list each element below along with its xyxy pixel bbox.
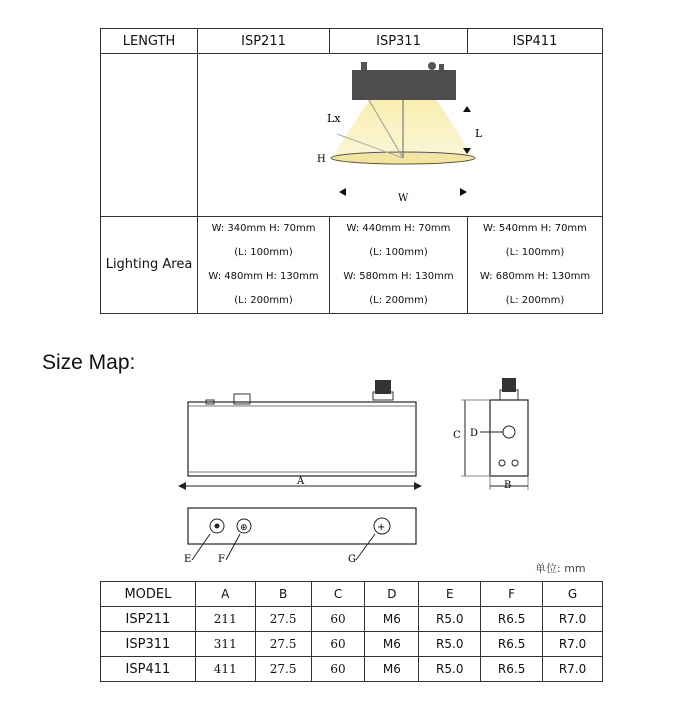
header-cell: G <box>543 582 603 607</box>
h-label: H <box>316 154 326 165</box>
dim-c-label: C <box>453 430 461 441</box>
table-cell: M6 <box>365 657 419 682</box>
model-header: ISP311 <box>330 29 468 54</box>
table-cell: M6 <box>365 632 419 657</box>
header-cell: E <box>419 582 481 607</box>
table-cell: 311 <box>195 632 255 657</box>
l-label: L <box>474 127 482 140</box>
lighting-area-isp311: W: 440mm H: 70mm (L: 100mm) W: 580mm H: 130mm (L: 200mm) <box>330 217 468 314</box>
side-view <box>453 378 528 491</box>
table-row <box>101 607 603 632</box>
bottom-view <box>184 508 416 565</box>
diagram-row <box>101 54 603 217</box>
empty-cell <box>101 54 198 217</box>
lx-label: Lx <box>326 112 341 125</box>
dim-a-label: A <box>297 476 305 487</box>
unit-label: 单位: mm <box>535 562 586 575</box>
table-cell: 27.5 <box>255 657 311 682</box>
model-cell: ISP411 <box>101 657 196 682</box>
header-cell: MODEL <box>101 582 196 607</box>
lighting-diagram-cell <box>198 54 603 217</box>
w-label: W <box>397 193 408 204</box>
lighting-area-isp411: W: 540mm H: 70mm (L: 100mm) W: 680mm H: 130mm (L: 200mm) <box>467 217 602 314</box>
table-cell: 411 <box>195 657 255 682</box>
lighting-area-isp211: W: 340mm H: 70mm (L: 100mm) W: 480mm H: 130mm (L: 200mm) <box>198 217 330 314</box>
table-cell: R6.5 <box>481 657 543 682</box>
lighting-diagram <box>199 54 602 212</box>
dimension-table <box>100 581 603 682</box>
dim-g-label: G <box>348 554 356 565</box>
table-cell: R7.0 <box>543 607 603 632</box>
table-cell: R6.5 <box>481 607 543 632</box>
model-header: ISP411 <box>467 29 602 54</box>
dim-b-label: B <box>504 480 512 491</box>
header-cell: D <box>365 582 419 607</box>
table-cell: 60 <box>311 657 365 682</box>
table-cell: 60 <box>311 632 365 657</box>
spec-header-row <box>101 29 603 54</box>
model-cell: ISP311 <box>101 632 196 657</box>
table-cell: R7.0 <box>543 632 603 657</box>
table-cell: R5.0 <box>419 632 481 657</box>
lighting-area-row <box>101 217 603 314</box>
table-header-row <box>101 582 603 607</box>
header-cell: A <box>195 582 255 607</box>
table-cell: R6.5 <box>481 632 543 657</box>
table-cell: R7.0 <box>543 657 603 682</box>
header-cell: F <box>481 582 543 607</box>
table-cell: 211 <box>195 607 255 632</box>
table-cell: R5.0 <box>419 657 481 682</box>
table-cell: R5.0 <box>419 607 481 632</box>
header-cell: B <box>255 582 311 607</box>
lighting-area-label: Lighting Area <box>101 217 198 314</box>
model-header: ISP211 <box>198 29 330 54</box>
lamp-body <box>352 70 456 100</box>
svg-text:⊕: ⊕ <box>240 523 248 533</box>
svg-text:+: + <box>377 522 386 533</box>
size-map-drawing <box>170 370 600 570</box>
front-view <box>178 380 422 490</box>
table-cell: 27.5 <box>255 607 311 632</box>
table-row <box>101 657 603 682</box>
model-cell: ISP211 <box>101 607 196 632</box>
dim-e-label: E <box>184 554 192 565</box>
table-row <box>101 632 603 657</box>
length-header: LENGTH <box>101 29 198 54</box>
spec-table <box>100 28 603 314</box>
table-cell: M6 <box>365 607 419 632</box>
size-map-title: Size Map: <box>42 351 136 374</box>
table-cell: 60 <box>311 607 365 632</box>
table-cell: 27.5 <box>255 632 311 657</box>
header-cell: C <box>311 582 365 607</box>
dim-d-label: D <box>470 428 479 439</box>
dim-f-label: F <box>218 554 225 565</box>
